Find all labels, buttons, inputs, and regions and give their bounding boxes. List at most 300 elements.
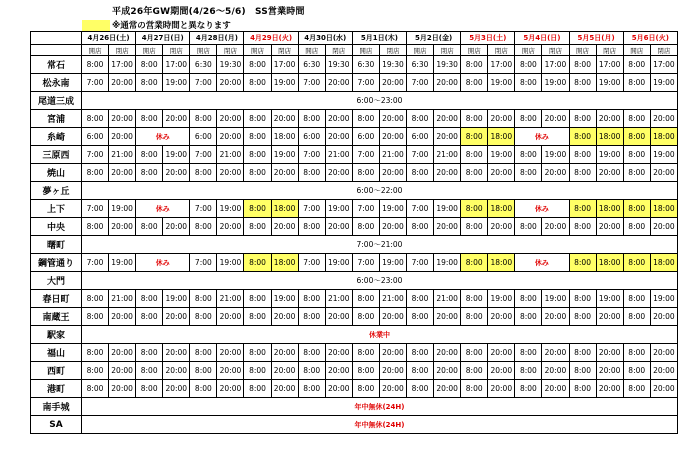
close-time: 19:30 xyxy=(379,56,406,74)
close-time: 19:00 xyxy=(434,254,461,272)
table-row xyxy=(31,164,678,182)
close-time: 20:00 xyxy=(109,74,136,92)
open-label: 開店 xyxy=(190,45,217,56)
close-time: 20:00 xyxy=(542,362,569,380)
close-time: 18:00 xyxy=(650,128,677,146)
close-time: 20:00 xyxy=(325,110,352,128)
open-time: 7:00 xyxy=(81,74,108,92)
close-time: 18:00 xyxy=(488,200,515,218)
open-time: 8:00 xyxy=(244,344,271,362)
close-time: 20:00 xyxy=(163,164,190,182)
close-time: 19:00 xyxy=(542,290,569,308)
close-time: 20:00 xyxy=(379,110,406,128)
open-time: 8:00 xyxy=(461,56,488,74)
open-time: 8:00 xyxy=(461,128,488,146)
table-row xyxy=(31,272,678,290)
open-time: 8:00 xyxy=(352,164,379,182)
open-time: 8:00 xyxy=(190,380,217,398)
open-time: 7:00 xyxy=(352,146,379,164)
open-time: 8:00 xyxy=(461,110,488,128)
store-name: 曙町 xyxy=(31,236,82,254)
close-time: 20:00 xyxy=(542,110,569,128)
open-time: 8:00 xyxy=(136,308,163,326)
open-time: 8:00 xyxy=(81,164,108,182)
close-time: 20:00 xyxy=(379,362,406,380)
all-period-hours: 休業中 xyxy=(81,326,677,344)
store-name: 南手城 xyxy=(31,398,82,416)
open-time: 8:00 xyxy=(515,290,542,308)
close-time: 19:00 xyxy=(379,200,406,218)
open-time: 8:00 xyxy=(569,200,596,218)
close-time: 20:00 xyxy=(434,110,461,128)
close-time: 20:00 xyxy=(271,110,298,128)
close-time: 19:00 xyxy=(650,146,677,164)
close-label: 閉店 xyxy=(325,45,352,56)
close-time: 20:00 xyxy=(596,362,623,380)
open-time: 8:00 xyxy=(244,110,271,128)
open-time: 6:00 xyxy=(407,128,434,146)
date-header: 4月26日(土) xyxy=(81,32,135,45)
close-time: 20:00 xyxy=(650,110,677,128)
table-row xyxy=(31,92,678,110)
open-time: 8:00 xyxy=(569,74,596,92)
close-time: 20:00 xyxy=(271,218,298,236)
close-time: 20:00 xyxy=(217,380,244,398)
open-time: 8:00 xyxy=(190,218,217,236)
close-time: 20:00 xyxy=(379,380,406,398)
close-time: 20:00 xyxy=(650,218,677,236)
open-time: 8:00 xyxy=(244,380,271,398)
open-time: 8:00 xyxy=(352,218,379,236)
close-time: 21:00 xyxy=(109,290,136,308)
store-name: 春日町 xyxy=(31,290,82,308)
table-row xyxy=(31,74,678,92)
open-time: 8:00 xyxy=(569,380,596,398)
open-time: 7:00 xyxy=(407,74,434,92)
open-time: 8:00 xyxy=(623,344,650,362)
close-time: 18:00 xyxy=(271,200,298,218)
close-time: 19:00 xyxy=(542,74,569,92)
open-time: 8:00 xyxy=(461,146,488,164)
open-time: 8:00 xyxy=(81,110,108,128)
close-time: 20:00 xyxy=(434,164,461,182)
closed-day: 休み xyxy=(515,128,569,146)
close-time: 18:00 xyxy=(488,128,515,146)
close-time: 18:00 xyxy=(271,254,298,272)
close-time: 20:00 xyxy=(488,380,515,398)
header-corner-lower xyxy=(31,45,82,56)
close-time: 20:00 xyxy=(217,74,244,92)
open-time: 8:00 xyxy=(461,362,488,380)
close-time: 20:00 xyxy=(109,110,136,128)
close-time: 18:00 xyxy=(271,128,298,146)
open-time: 7:00 xyxy=(298,200,325,218)
store-name: 夢ヶ丘 xyxy=(31,182,82,200)
open-time: 8:00 xyxy=(136,380,163,398)
close-time: 17:00 xyxy=(542,56,569,74)
open-time: 8:00 xyxy=(298,164,325,182)
open-time: 8:00 xyxy=(515,74,542,92)
all-period-hours: 6:00～22:00 xyxy=(81,182,677,200)
open-time: 8:00 xyxy=(136,290,163,308)
date-header: 5月1日(木) xyxy=(352,32,406,45)
open-time: 8:00 xyxy=(81,308,108,326)
open-time: 8:00 xyxy=(569,362,596,380)
close-time: 20:00 xyxy=(163,110,190,128)
close-label: 閉店 xyxy=(109,45,136,56)
open-time: 8:00 xyxy=(136,146,163,164)
close-time: 19:00 xyxy=(271,74,298,92)
open-time: 8:00 xyxy=(244,200,271,218)
legend-highlight-swatch xyxy=(82,20,110,31)
date-header: 4月27日(日) xyxy=(136,32,190,45)
close-label: 閉店 xyxy=(650,45,677,56)
open-time: 8:00 xyxy=(407,362,434,380)
open-time: 8:00 xyxy=(623,146,650,164)
close-time: 19:00 xyxy=(488,74,515,92)
open-time: 8:00 xyxy=(352,290,379,308)
open-time: 8:00 xyxy=(352,344,379,362)
close-time: 20:00 xyxy=(434,74,461,92)
open-time: 6:00 xyxy=(352,128,379,146)
close-time: 19:00 xyxy=(217,254,244,272)
close-time: 20:00 xyxy=(596,164,623,182)
close-time: 18:00 xyxy=(650,254,677,272)
open-time: 8:00 xyxy=(569,110,596,128)
closed-day: 休み xyxy=(136,200,190,218)
open-time: 8:00 xyxy=(623,290,650,308)
store-name: 焼山 xyxy=(31,164,82,182)
table-row xyxy=(31,146,678,164)
close-time: 20:00 xyxy=(379,218,406,236)
open-time: 8:00 xyxy=(623,308,650,326)
close-time: 21:00 xyxy=(434,290,461,308)
store-name: 常石 xyxy=(31,56,82,74)
store-name: 尾道三成 xyxy=(31,92,82,110)
open-time: 8:00 xyxy=(81,380,108,398)
open-time: 6:00 xyxy=(298,128,325,146)
close-time: 20:00 xyxy=(325,308,352,326)
open-time: 8:00 xyxy=(298,290,325,308)
open-time: 8:00 xyxy=(298,308,325,326)
close-time: 20:00 xyxy=(650,362,677,380)
close-time: 17:00 xyxy=(109,56,136,74)
legend xyxy=(82,19,231,31)
all-period-hours: 6:00～23:00 xyxy=(81,92,677,110)
open-time: 8:00 xyxy=(407,164,434,182)
table-row xyxy=(31,380,678,398)
open-time: 8:00 xyxy=(136,218,163,236)
open-time: 8:00 xyxy=(352,308,379,326)
table-row xyxy=(31,416,678,434)
close-time: 17:00 xyxy=(488,56,515,74)
open-time: 8:00 xyxy=(190,164,217,182)
close-time: 20:00 xyxy=(217,164,244,182)
open-time: 6:30 xyxy=(407,56,434,74)
close-time: 20:00 xyxy=(434,128,461,146)
close-time: 20:00 xyxy=(542,380,569,398)
close-time: 20:00 xyxy=(596,308,623,326)
close-time: 19:00 xyxy=(217,200,244,218)
open-label: 開店 xyxy=(623,45,650,56)
close-time: 20:00 xyxy=(596,218,623,236)
close-time: 18:00 xyxy=(596,254,623,272)
open-time: 7:00 xyxy=(407,254,434,272)
open-time: 8:00 xyxy=(461,164,488,182)
open-time: 8:00 xyxy=(136,110,163,128)
open-label: 開店 xyxy=(407,45,434,56)
open-time: 8:00 xyxy=(81,344,108,362)
open-time: 8:00 xyxy=(244,74,271,92)
store-name: 上下 xyxy=(31,200,82,218)
close-time: 20:00 xyxy=(325,344,352,362)
close-time: 20:00 xyxy=(271,380,298,398)
open-time: 7:00 xyxy=(81,254,108,272)
close-time: 17:00 xyxy=(596,56,623,74)
store-name: 港町 xyxy=(31,380,82,398)
open-time: 6:30 xyxy=(298,56,325,74)
table-row xyxy=(31,56,678,74)
open-time: 8:00 xyxy=(190,308,217,326)
close-time: 20:00 xyxy=(596,380,623,398)
store-name: 宮浦 xyxy=(31,110,82,128)
header-corner xyxy=(31,32,82,45)
all-period-hours: 6:00～23:00 xyxy=(81,272,677,290)
close-time: 20:00 xyxy=(271,164,298,182)
store-name: 三原西 xyxy=(31,146,82,164)
close-time: 20:00 xyxy=(434,344,461,362)
close-time: 20:00 xyxy=(488,344,515,362)
close-time: 20:00 xyxy=(542,164,569,182)
open-time: 7:00 xyxy=(190,74,217,92)
closed-day: 休み xyxy=(515,200,569,218)
open-time: 8:00 xyxy=(515,218,542,236)
legend-text: ※通常の営業時間と異なります xyxy=(112,21,231,31)
store-name: 西町 xyxy=(31,362,82,380)
close-time: 19:00 xyxy=(109,200,136,218)
close-label: 閉店 xyxy=(488,45,515,56)
close-time: 18:00 xyxy=(650,200,677,218)
table-row xyxy=(31,344,678,362)
close-time: 19:00 xyxy=(596,146,623,164)
close-time: 19:30 xyxy=(217,56,244,74)
table-row xyxy=(31,398,678,416)
close-time: 20:00 xyxy=(488,110,515,128)
close-time: 19:00 xyxy=(434,200,461,218)
close-time: 20:00 xyxy=(542,344,569,362)
open-time: 7:00 xyxy=(298,254,325,272)
open-time: 6:00 xyxy=(190,128,217,146)
open-time: 8:00 xyxy=(136,74,163,92)
close-time: 21:00 xyxy=(434,146,461,164)
store-name: 駅家 xyxy=(31,326,82,344)
all-period-hours: 年中無休(24H) xyxy=(81,416,677,434)
open-time: 7:00 xyxy=(81,200,108,218)
close-time: 20:00 xyxy=(271,344,298,362)
table-row xyxy=(31,128,678,146)
open-time: 7:00 xyxy=(298,146,325,164)
close-time: 20:00 xyxy=(217,218,244,236)
close-time: 19:00 xyxy=(163,74,190,92)
open-label: 開店 xyxy=(352,45,379,56)
close-time: 18:00 xyxy=(488,254,515,272)
open-time: 8:00 xyxy=(461,200,488,218)
open-time: 7:00 xyxy=(407,146,434,164)
store-name: 大門 xyxy=(31,272,82,290)
close-time: 20:00 xyxy=(379,344,406,362)
close-time: 20:00 xyxy=(271,362,298,380)
table-row xyxy=(31,362,678,380)
close-time: 20:00 xyxy=(650,308,677,326)
close-time: 20:00 xyxy=(217,362,244,380)
open-time: 8:00 xyxy=(407,344,434,362)
all-period-hours: 7:00～21:00 xyxy=(81,236,677,254)
store-name: 松永南 xyxy=(31,74,82,92)
open-time: 8:00 xyxy=(623,200,650,218)
close-time: 19:00 xyxy=(163,146,190,164)
open-time: 8:00 xyxy=(136,56,163,74)
schedule-table xyxy=(30,31,678,434)
close-label: 閉店 xyxy=(542,45,569,56)
open-label: 開店 xyxy=(515,45,542,56)
open-time: 8:00 xyxy=(407,308,434,326)
close-time: 19:00 xyxy=(325,200,352,218)
close-time: 20:00 xyxy=(325,74,352,92)
open-time: 8:00 xyxy=(244,308,271,326)
open-time: 8:00 xyxy=(623,380,650,398)
open-label: 開店 xyxy=(244,45,271,56)
store-name: 糸崎 xyxy=(31,128,82,146)
close-time: 20:00 xyxy=(434,218,461,236)
close-time: 20:00 xyxy=(109,380,136,398)
close-label: 閉店 xyxy=(271,45,298,56)
open-time: 8:00 xyxy=(569,308,596,326)
table-row xyxy=(31,200,678,218)
open-time: 8:00 xyxy=(461,290,488,308)
open-time: 7:00 xyxy=(81,146,108,164)
close-time: 20:00 xyxy=(379,74,406,92)
open-time: 8:00 xyxy=(623,74,650,92)
store-name: SA xyxy=(31,416,82,434)
open-label: 開店 xyxy=(298,45,325,56)
all-period-hours: 年中無休(24H) xyxy=(81,398,677,416)
open-time: 8:00 xyxy=(298,344,325,362)
open-time: 8:00 xyxy=(190,290,217,308)
open-time: 8:00 xyxy=(352,362,379,380)
open-time: 8:00 xyxy=(515,380,542,398)
open-time: 8:00 xyxy=(515,110,542,128)
close-time: 20:00 xyxy=(379,128,406,146)
close-time: 17:00 xyxy=(271,56,298,74)
open-time: 8:00 xyxy=(244,290,271,308)
page-title: 平成26年GW期間(4/26～5/6) SS営業時間 xyxy=(112,7,305,17)
table-row xyxy=(31,326,678,344)
open-time: 8:00 xyxy=(569,164,596,182)
close-time: 20:00 xyxy=(325,362,352,380)
open-time: 8:00 xyxy=(461,74,488,92)
open-time: 8:00 xyxy=(298,362,325,380)
close-time: 20:00 xyxy=(379,308,406,326)
open-time: 8:00 xyxy=(623,362,650,380)
open-time: 8:00 xyxy=(136,164,163,182)
close-time: 18:00 xyxy=(596,128,623,146)
open-time: 7:00 xyxy=(352,254,379,272)
open-time: 8:00 xyxy=(298,110,325,128)
close-time: 20:00 xyxy=(650,344,677,362)
close-time: 20:00 xyxy=(325,164,352,182)
close-time: 20:00 xyxy=(596,110,623,128)
open-time: 8:00 xyxy=(569,128,596,146)
close-time: 20:00 xyxy=(434,380,461,398)
close-time: 20:00 xyxy=(163,218,190,236)
table-row xyxy=(31,236,678,254)
open-time: 8:00 xyxy=(244,146,271,164)
close-time: 20:00 xyxy=(109,128,136,146)
close-time: 19:00 xyxy=(271,146,298,164)
open-time: 8:00 xyxy=(623,254,650,272)
open-time: 8:00 xyxy=(298,218,325,236)
open-time: 8:00 xyxy=(461,380,488,398)
open-time: 8:00 xyxy=(515,56,542,74)
close-time: 20:00 xyxy=(488,218,515,236)
open-time: 8:00 xyxy=(623,128,650,146)
close-time: 19:30 xyxy=(325,56,352,74)
store-name: 中央 xyxy=(31,218,82,236)
table-row xyxy=(31,182,678,200)
close-time: 19:00 xyxy=(650,74,677,92)
open-time: 8:00 xyxy=(407,290,434,308)
close-time: 20:00 xyxy=(434,308,461,326)
date-header: 5月4日(日) xyxy=(515,32,569,45)
open-time: 8:00 xyxy=(190,110,217,128)
close-time: 20:00 xyxy=(109,344,136,362)
date-header: 4月30日(水) xyxy=(298,32,352,45)
open-time: 8:00 xyxy=(81,362,108,380)
open-time: 8:00 xyxy=(407,218,434,236)
open-label: 開店 xyxy=(569,45,596,56)
close-label: 閉店 xyxy=(379,45,406,56)
close-time: 21:00 xyxy=(325,290,352,308)
open-time: 6:30 xyxy=(190,56,217,74)
close-time: 20:00 xyxy=(109,308,136,326)
open-time: 8:00 xyxy=(461,308,488,326)
close-time: 19:00 xyxy=(488,146,515,164)
open-time: 8:00 xyxy=(515,146,542,164)
open-label: 開店 xyxy=(136,45,163,56)
close-label: 閉店 xyxy=(163,45,190,56)
open-time: 6:00 xyxy=(81,128,108,146)
open-time: 8:00 xyxy=(136,344,163,362)
close-time: 18:00 xyxy=(596,200,623,218)
open-time: 8:00 xyxy=(81,218,108,236)
open-time: 8:00 xyxy=(569,290,596,308)
open-time: 8:00 xyxy=(407,380,434,398)
close-time: 19:00 xyxy=(596,74,623,92)
close-time: 20:00 xyxy=(163,308,190,326)
close-label: 閉店 xyxy=(596,45,623,56)
open-time: 8:00 xyxy=(569,56,596,74)
close-time: 20:00 xyxy=(596,344,623,362)
open-label: 開店 xyxy=(461,45,488,56)
date-header: 4月29日(火) xyxy=(244,32,298,45)
table-row xyxy=(31,308,678,326)
store-name: 鋼管通り xyxy=(31,254,82,272)
close-time: 21:00 xyxy=(217,290,244,308)
store-name: 福山 xyxy=(31,344,82,362)
open-time: 8:00 xyxy=(569,146,596,164)
open-time: 8:00 xyxy=(244,362,271,380)
close-time: 20:00 xyxy=(650,164,677,182)
